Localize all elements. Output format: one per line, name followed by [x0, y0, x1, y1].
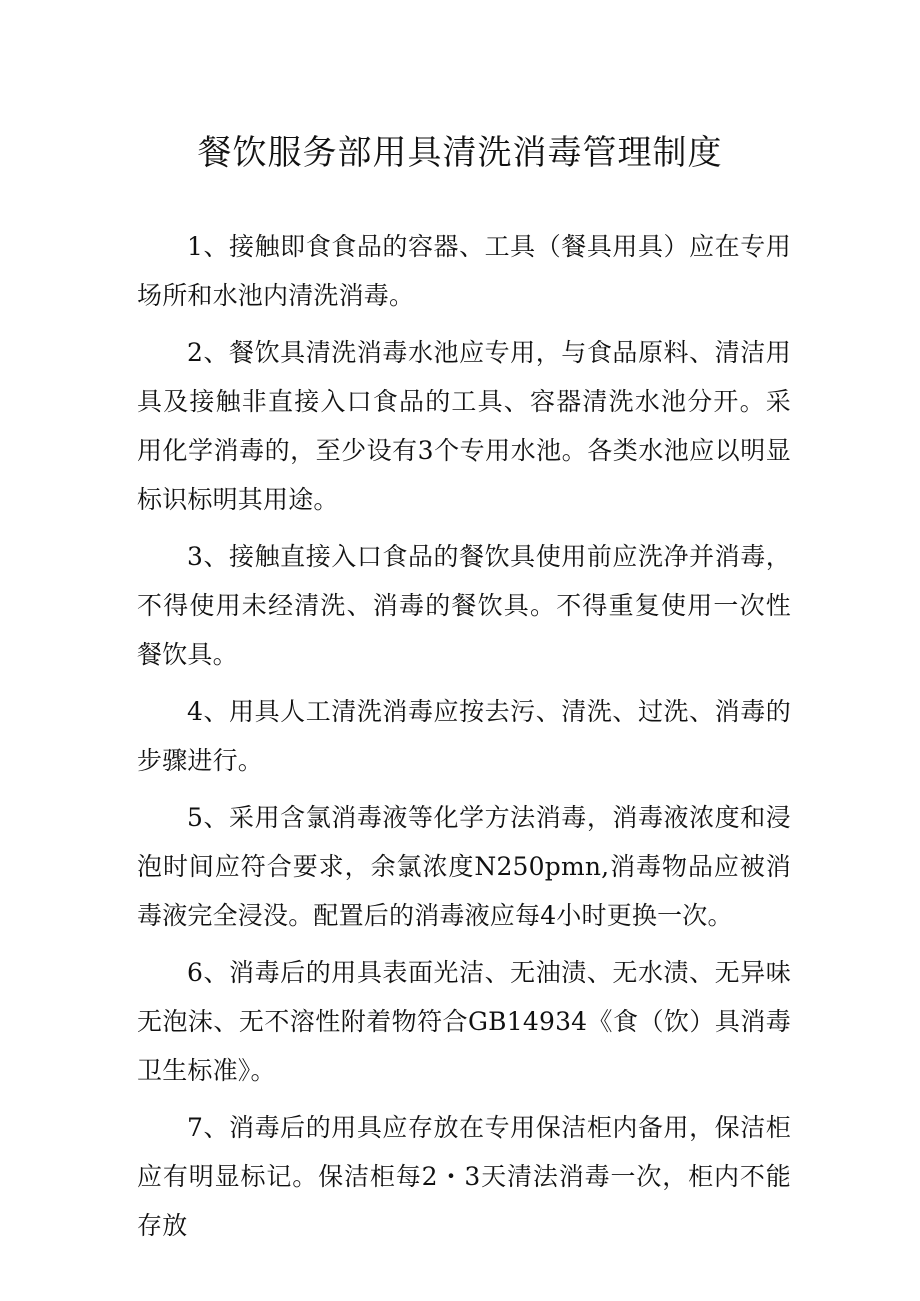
- paragraph-2: 2、餐饮具清洗消毒水池应专用，与食品原料、清洁用具及接触非直接入口食品的工具、容器清洗水池分开。采用化学消毒的，至少设有3个专用水池。各类水池应以明显标识标明其用途。: [137, 338, 791, 514]
- document-body: [137, 222, 791, 1258]
- paragraph-5: 5、采用含氯消毒液等化学方法消毒，消毒液浓度和浸泡时间应符合要求，余氯浓度N250pmn,消毒物品应被消毒液完全浸没。配置后的消毒液应每4小时更换一次。: [137, 803, 791, 930]
- paragraph-4: 4、用具人工清洗消毒应按去污、清洗、过洗、消毒的步骤进行。: [137, 697, 791, 775]
- document-title: 餐饮服务部用具清洗消毒管理制度: [197, 133, 723, 173]
- paragraph-6: 6、消毒后的用具表面光洁、无油渍、无水渍、无异味无泡沫、无不溶性附着物符合GB14934《食（饮）具消毒卫生标准》。: [137, 958, 791, 1085]
- paragraph-1: 1、接触即食食品的容器、工具（餐具用具）应在专用场所和水池内清洗消毒。: [137, 232, 791, 310]
- paragraph-3: 3、接触直接入口食品的餐饮具使用前应洗净并消毒，不得使用未经清洗、消毒的餐饮具。不得重复使用一次性餐饮具。: [137, 542, 791, 669]
- paragraph-7: 7、消毒后的用具应存放在专用保洁柜内备用，保洁柜应有明显标记。保洁柜每2・3天清法消毒一次，柜内不能存放: [137, 1113, 791, 1240]
